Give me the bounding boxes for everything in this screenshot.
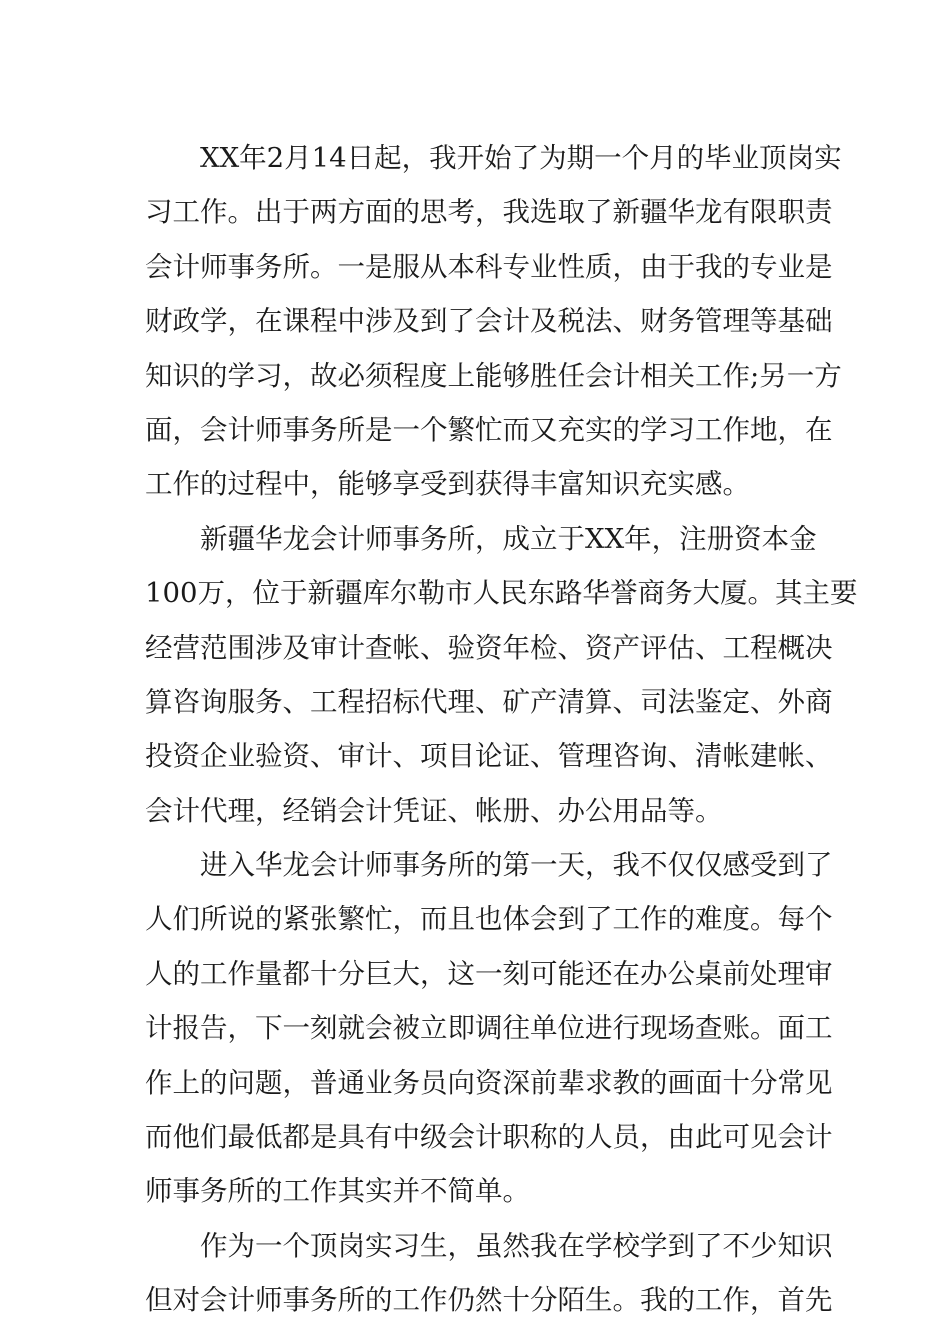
text-line: 人的工作量都十分巨大，这一刻可能还在办公桌前处理审: [145, 957, 833, 990]
text-line: 进入华龙会计师事务所的第一天，我不仅仅感受到了: [200, 849, 833, 882]
paragraph-intern-role: [145, 1219, 833, 1328]
paragraph-internship-intro: [145, 131, 842, 512]
text-line: 工作的过程中，能够享受到获得丰富知识充实感。: [145, 468, 750, 501]
text-line: 师事务所的工作其实并不简单。: [145, 1175, 530, 1208]
text-line: 会计代理，经销会计凭证、帐册、办公用品等。: [145, 794, 723, 827]
document-body: [145, 131, 858, 1328]
text-line: 习工作。出于两方面的思考，我选取了新疆华龙有限职责: [145, 196, 833, 229]
text-line: 新疆华龙会计师事务所，成立于XX年，注册资本金: [200, 522, 817, 555]
text-line: 作为一个顶岗实习生，虽然我在学校学到了不少知识: [200, 1229, 833, 1262]
text-line: 算咨询服务、工程招标代理、矿产清算、司法鉴定、外商: [145, 685, 833, 718]
text-line: XX年2月14日起，我开始了为期一个月的毕业顶岗实: [200, 142, 842, 174]
text-line: 作上的问题，普通业务员向资深前辈求教的画面十分常见: [145, 1066, 833, 1099]
text-line: 面，会计师事务所是一个繁忙而又充实的学习工作地，在: [145, 413, 833, 446]
text-line: 经营范围涉及审计查帐、验资年检、资产评估、工程概决: [145, 631, 833, 664]
text-line: 会计师事务所。一是服从本科专业性质，由于我的专业是: [145, 250, 833, 283]
paragraph-first-day: [145, 838, 833, 1219]
paragraph-firm-overview: [145, 512, 858, 838]
text-line: 投资企业验资、审计、项目论证、管理咨询、清帐建帐、: [145, 740, 833, 773]
text-line: 而他们最低都是具有中级会计职称的人员，由此可见会计: [145, 1121, 833, 1154]
text-line: 100万，位于新疆库尔勒市人民东路华誉商务大厦。其主要: [145, 577, 858, 610]
text-line: 但对会计师事务所的工作仍然十分陌生。我的工作，首先: [145, 1284, 833, 1317]
text-line: 人们所说的紧张繁忙，而且也体会到了工作的难度。每个: [145, 903, 833, 936]
text-line: 财政学，在课程中涉及到了会计及税法、财务管理等基础: [145, 305, 833, 338]
text-line: 知识的学习，故必须程度上能够胜任会计相关工作;另一方: [145, 359, 842, 392]
text-line: 计报告，下一刻就会被立即调往单位进行现场查账。面工: [145, 1012, 833, 1045]
